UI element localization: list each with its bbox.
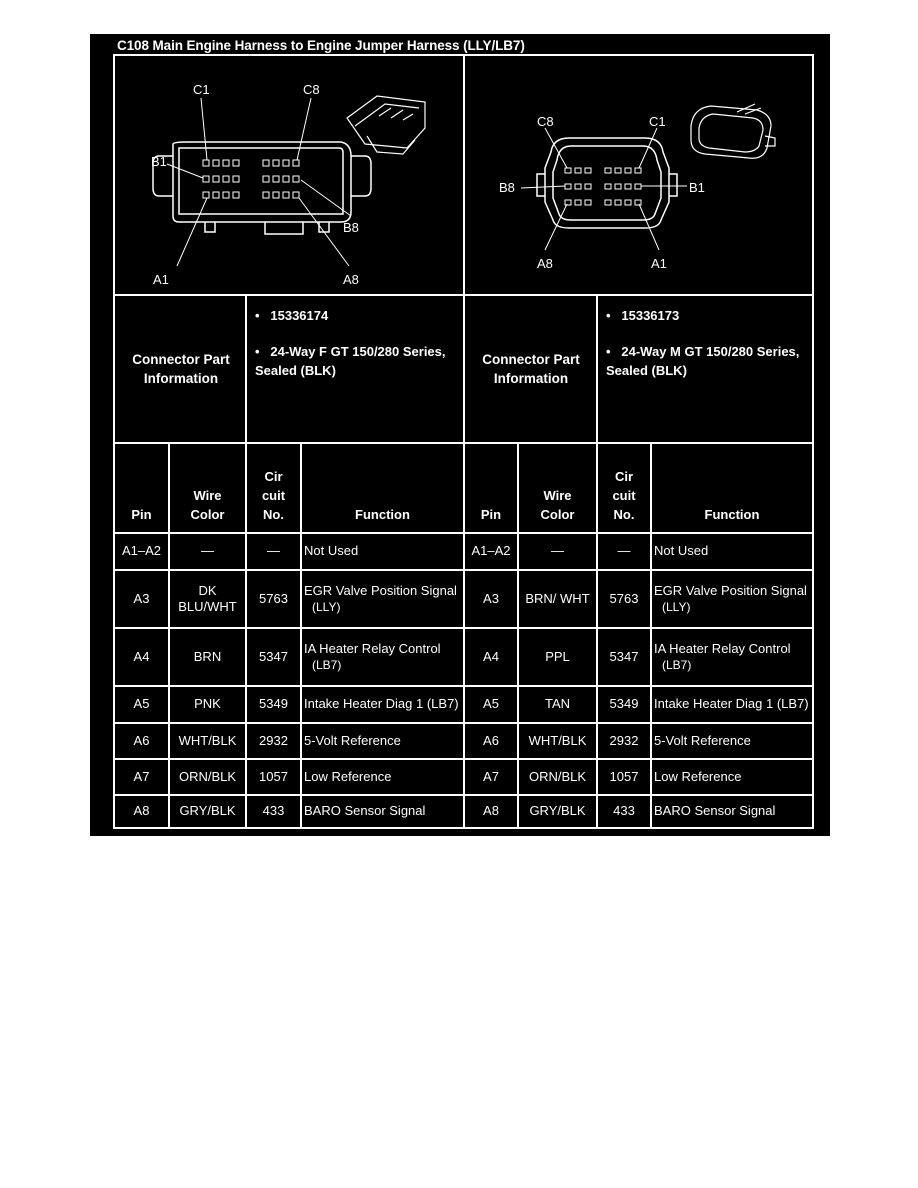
- cell-color-left: —: [201, 543, 214, 559]
- border-right: [812, 54, 814, 828]
- cell-pin-left: A6: [133, 732, 150, 748]
- cell-pin-right: A6: [483, 732, 499, 748]
- cell-color-right: ORN/BLK: [528, 768, 587, 784]
- connector-sheet: [90, 34, 830, 836]
- cell-pin-left: A1–A2: [121, 543, 162, 559]
- header-wire-color-right: Wire Color: [540, 488, 575, 522]
- cell-color-left: WHT/BLK: [178, 732, 237, 748]
- cell-function-right: Not Used: [654, 543, 709, 559]
- cell-circuit-left: 1057: [259, 768, 288, 784]
- label-c8: C8: [303, 82, 320, 97]
- cell-pin-left: A5: [133, 696, 150, 712]
- label-b8: B8: [343, 220, 359, 235]
- cell-color-right: WHT/BLK: [528, 732, 587, 748]
- partinfo-divider-right: [596, 294, 598, 444]
- cell-circuit-right: 1057: [609, 768, 639, 784]
- part-info-label-right: Connector Part Information: [482, 352, 580, 386]
- cell-function-right: Intake Heater Diag 1 (LB7): [654, 696, 809, 712]
- label-a1: A1: [651, 256, 667, 271]
- part-number-right: • 15336173: [606, 308, 680, 323]
- header-function-left: Function: [355, 507, 410, 522]
- cell-pin-left: A4: [133, 648, 150, 664]
- cell-pin-left: A8: [133, 803, 150, 819]
- cell-pin-left: A7: [133, 768, 150, 784]
- cell-color-right: BRN/ WHT: [525, 590, 590, 606]
- page-title: C108 Main Engine Harness to Engine Jumper Harness (LLY/LB7): [117, 38, 525, 53]
- cell-color-left: ORN/BLK: [178, 768, 237, 784]
- cell-circuit-left: —: [267, 543, 280, 559]
- cell-pin-left: A3: [133, 590, 150, 606]
- cell-color-right: TAN: [544, 696, 571, 712]
- cell-function-right: IA Heater Relay Control (LB7): [654, 641, 791, 672]
- label-c1: C1: [649, 114, 666, 129]
- cell-function-right: 5-Volt Reference: [654, 732, 751, 748]
- label-a8: A8: [343, 272, 359, 287]
- cell-circuit-left: 2932: [259, 732, 288, 748]
- cell-pin-right: A7: [483, 768, 499, 784]
- header-pin-left: Pin: [131, 507, 152, 522]
- male-connector-diagram: [465, 56, 812, 294]
- cell-color-right: PPL: [545, 648, 570, 664]
- cell-function-left: EGR Valve Position Signal (LLY): [304, 583, 457, 614]
- part-info-label-left: Connector Part Information: [132, 352, 230, 386]
- cell-function-right: Low Reference: [654, 768, 742, 784]
- label-c1: C1: [193, 82, 210, 97]
- female-connector-diagram: [115, 56, 463, 294]
- cell-circuit-right: 433: [613, 803, 635, 819]
- cell-circuit-right: 5349: [609, 696, 639, 712]
- cell-pin-right: A1–A2: [471, 543, 511, 559]
- header-circuit-left: Cir cuit No.: [261, 469, 286, 522]
- cell-color-right: —: [551, 543, 564, 559]
- cell-function-left: 5-Volt Reference: [304, 732, 401, 748]
- cell-pin-right: A3: [483, 590, 499, 606]
- cell-circuit-left: 5349: [259, 696, 288, 712]
- cell-function-left: IA Heater Relay Control (LB7): [304, 641, 441, 672]
- header-function-right: Function: [704, 507, 760, 522]
- part-info-left: [255, 306, 460, 380]
- cell-pin-right: A5: [483, 696, 499, 712]
- cell-color-right: GRY/BLK: [529, 803, 586, 819]
- cell-color-left: GRY/BLK: [179, 803, 236, 819]
- cell-color-left: PNK: [194, 696, 221, 712]
- cell-function-left: Intake Heater Diag 1 (LB7): [304, 696, 459, 712]
- part-desc-left: • 24-Way F GT 150/280 Series, Sealed (BLK): [255, 344, 446, 378]
- cell-circuit-left: 5763: [259, 590, 288, 606]
- cell-pin-right: A8: [483, 803, 499, 819]
- cell-circuit-left: 5347: [259, 648, 288, 664]
- cell-color-left: DK BLU/WHT: [178, 582, 237, 614]
- header-pin-right: Pin: [480, 507, 502, 522]
- label-a1: A1: [153, 272, 169, 287]
- label-c8: C8: [537, 114, 554, 129]
- label-b1: B1: [151, 154, 167, 169]
- header-wire-color-left: Wire Color: [190, 488, 225, 522]
- cell-circuit-right: —: [617, 543, 631, 559]
- cell-function-left: Not Used: [304, 543, 359, 559]
- part-info-right: [606, 306, 811, 380]
- label-b8: B8: [499, 180, 515, 195]
- cell-color-left: BRN: [193, 648, 222, 664]
- cell-function-left: BARO Sensor Signal: [304, 803, 426, 819]
- cell-function-left: Low Reference: [304, 768, 392, 784]
- part-desc-right: • 24-Way M GT 150/280 Series, Sealed (BLK): [606, 344, 800, 378]
- cell-circuit-right: 5347: [609, 648, 639, 664]
- cell-function-right: BARO Sensor Signal: [654, 803, 776, 819]
- cell-pin-right: A4: [483, 648, 499, 664]
- partinfo-divider-left: [245, 294, 247, 444]
- cell-circuit-right: 2932: [609, 732, 639, 748]
- cell-function-right: EGR Valve Position Signal (LLY): [654, 583, 807, 614]
- label-b1: B1: [689, 180, 705, 195]
- label-a8: A8: [537, 256, 553, 271]
- part-number-left: • 15336174: [255, 308, 329, 323]
- cell-circuit-right: 5763: [609, 590, 639, 606]
- cell-circuit-left: 433: [262, 803, 285, 819]
- header-circuit-right: Cir cuit No.: [612, 469, 636, 522]
